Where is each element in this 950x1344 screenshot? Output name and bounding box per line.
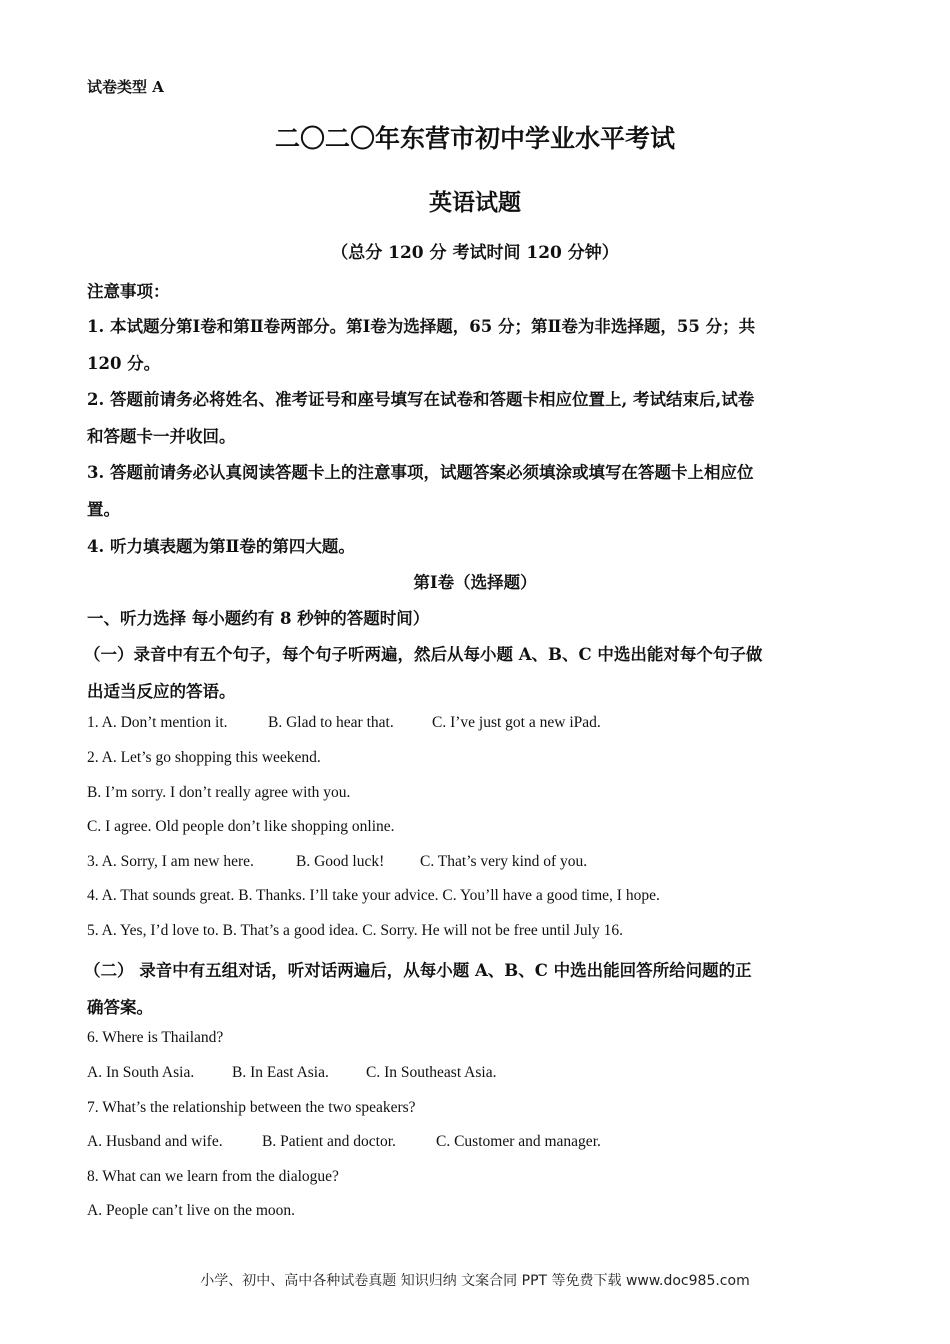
option-b: B. Glad to hear that.	[268, 714, 394, 731]
question-2: 2. A. Let’s go shopping this weekend.	[87, 749, 321, 766]
note-4: 4. 听力填表题为第Ⅱ卷的第四大题。	[87, 537, 355, 556]
question-7-options	[87, 1133, 601, 1151]
question-2-option-c: C. I agree. Old people don’t like shopping online.	[87, 818, 395, 835]
question-4: 4. A. That sounds great. B. Thanks. I’ll take your advice. C. You’ll have a good time, I hope.	[87, 887, 660, 904]
note-2-cont: 和答题卡一并收回。	[87, 427, 236, 446]
question-8: 8. What can we learn from the dialogue?	[87, 1168, 339, 1185]
notes-heading: 注意事项：	[87, 282, 170, 301]
note-1: 1. 本试题分第Ⅰ卷和第Ⅱ卷两部分。第Ⅰ卷为选择题，65 分；第Ⅱ卷为非选择题，55 分；共	[87, 317, 756, 336]
question-5: 5. A. Yes, I’d love to. B. That’s a good idea. C. Sorry. He will not be free until July 16.	[87, 922, 623, 939]
note-3: 3. 答题前请务必认真阅读答题卡上的注意事项，试题答案必须填涂或填写在答题卡上相应位	[87, 463, 754, 482]
subject-title: 英语试题	[429, 189, 521, 216]
question-1	[87, 714, 601, 732]
option-a: 3. A. Sorry, I am new here.	[87, 853, 254, 870]
part1-heading: 第Ⅰ卷（选择题）	[413, 573, 537, 592]
option-b: B. In East Asia.	[232, 1064, 329, 1081]
note-1-cont: 120 分。	[87, 354, 161, 373]
option-c: C. I’ve just got a new iPad.	[432, 714, 601, 731]
option-c: C. Customer and manager.	[436, 1133, 601, 1150]
subsection2-instruction: （二） 录音中有五组对话，听对话两遍后，从每小题 A、B、C 中选出能回答所给问题的正	[84, 961, 752, 980]
note-2: 2. 答题前请务必将姓名、准考证号和座号填写在试卷和答题卡相应位置上, 考试结束后,试卷	[87, 390, 755, 409]
question-8-option-a: A. People can’t live on the moon.	[87, 1202, 296, 1219]
page-footer: 小学、初中、高中各种试卷真题 知识归纳 文案合同 PPT 等免费下载 www.doc985.com	[200, 1273, 750, 1289]
option-b: B. Good luck!	[296, 853, 385, 870]
subsection1-instruction: （一）录音中有五个句子，每个句子听两遍，然后从每小题 A、B、C 中选出能对每个句子做	[84, 645, 763, 664]
option-a: 1. A. Don’t mention it.	[87, 714, 228, 731]
question-3	[87, 853, 587, 871]
subsection1-instruction-cont: 出适当反应的答语。	[87, 682, 236, 701]
option-a: A. Husband and wife.	[87, 1133, 223, 1150]
paper-type: 试卷类型 A	[87, 78, 164, 96]
question-2-option-b: B. I’m sorry. I don’t really agree with you.	[87, 784, 351, 801]
question-7: 7. What’s the relationship between the two speakers?	[87, 1099, 416, 1116]
section1-heading: 一、听力选择 每小题约有 8 秒钟的答题时间）	[87, 609, 430, 628]
question-6: 6. Where is Thailand?	[87, 1029, 224, 1046]
option-b: B. Patient and doctor.	[262, 1133, 396, 1150]
option-c: C. In Southeast Asia.	[366, 1064, 497, 1081]
exam-title: 二〇二〇年东营市初中学业水平考试	[274, 124, 675, 153]
question-6-options	[87, 1064, 496, 1082]
note-3-cont: 置。	[87, 500, 120, 519]
subsection2-instruction-cont: 确答案。	[87, 998, 153, 1017]
option-c: C. That’s very kind of you.	[420, 853, 588, 870]
option-a: A. In South Asia.	[87, 1064, 195, 1081]
score-time: （总分 120 分 考试时间 120 分钟）	[331, 243, 619, 263]
